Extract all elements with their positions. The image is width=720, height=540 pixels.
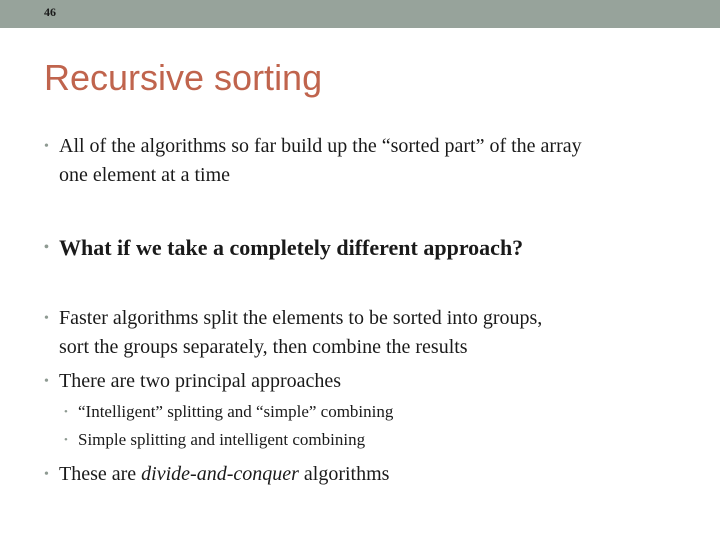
slide-title: Recursive sorting — [44, 57, 323, 98]
sub-bullet-2-text: Simple splitting and intelligent combining — [78, 430, 366, 449]
bullet-5-suffix: algorithms — [298, 463, 390, 485]
sub-bullet-1-text: “Intelligent” splitting and “simple” combining — [78, 402, 394, 421]
bullet-dot-icon: • — [44, 139, 49, 154]
bullet-dot-icon: • — [44, 240, 49, 255]
top-bar — [0, 0, 720, 28]
bullet-dot-icon: • — [64, 406, 68, 418]
bullet-1-line-1: All of the algorithms so far build up the “sorted part” of the array — [59, 135, 582, 157]
sub-bullet-2 — [64, 428, 365, 452]
bullet-5-prefix: These are — [59, 463, 142, 485]
bullet-3 — [44, 304, 542, 362]
bullet-1 — [44, 132, 582, 190]
bullet-3-line-1: Faster algorithms split the elements to be sorted into groups, — [59, 307, 543, 329]
bullet-dot-icon: • — [44, 374, 49, 389]
bullet-dot-icon: • — [64, 434, 68, 446]
sub-bullet-1 — [64, 400, 393, 424]
bullet-5 — [44, 460, 389, 489]
bullet-dot-icon: • — [44, 467, 49, 482]
bullet-1-line-2: one element at a time — [59, 164, 231, 186]
bullet-4 — [44, 367, 341, 396]
bullet-2 — [44, 233, 523, 262]
slide-number: 46 — [44, 5, 56, 19]
bullet-3-line-2: sort the groups separately, then combine the results — [59, 336, 468, 358]
bullet-5-text — [59, 460, 389, 489]
bullet-4-text: There are two principal approaches — [59, 370, 342, 392]
bullet-2-text: What if we take a completely different approach? — [59, 235, 524, 260]
bullet-dot-icon: • — [44, 311, 49, 326]
bullet-5-emphasis: divide-and-conquer — [141, 463, 299, 485]
